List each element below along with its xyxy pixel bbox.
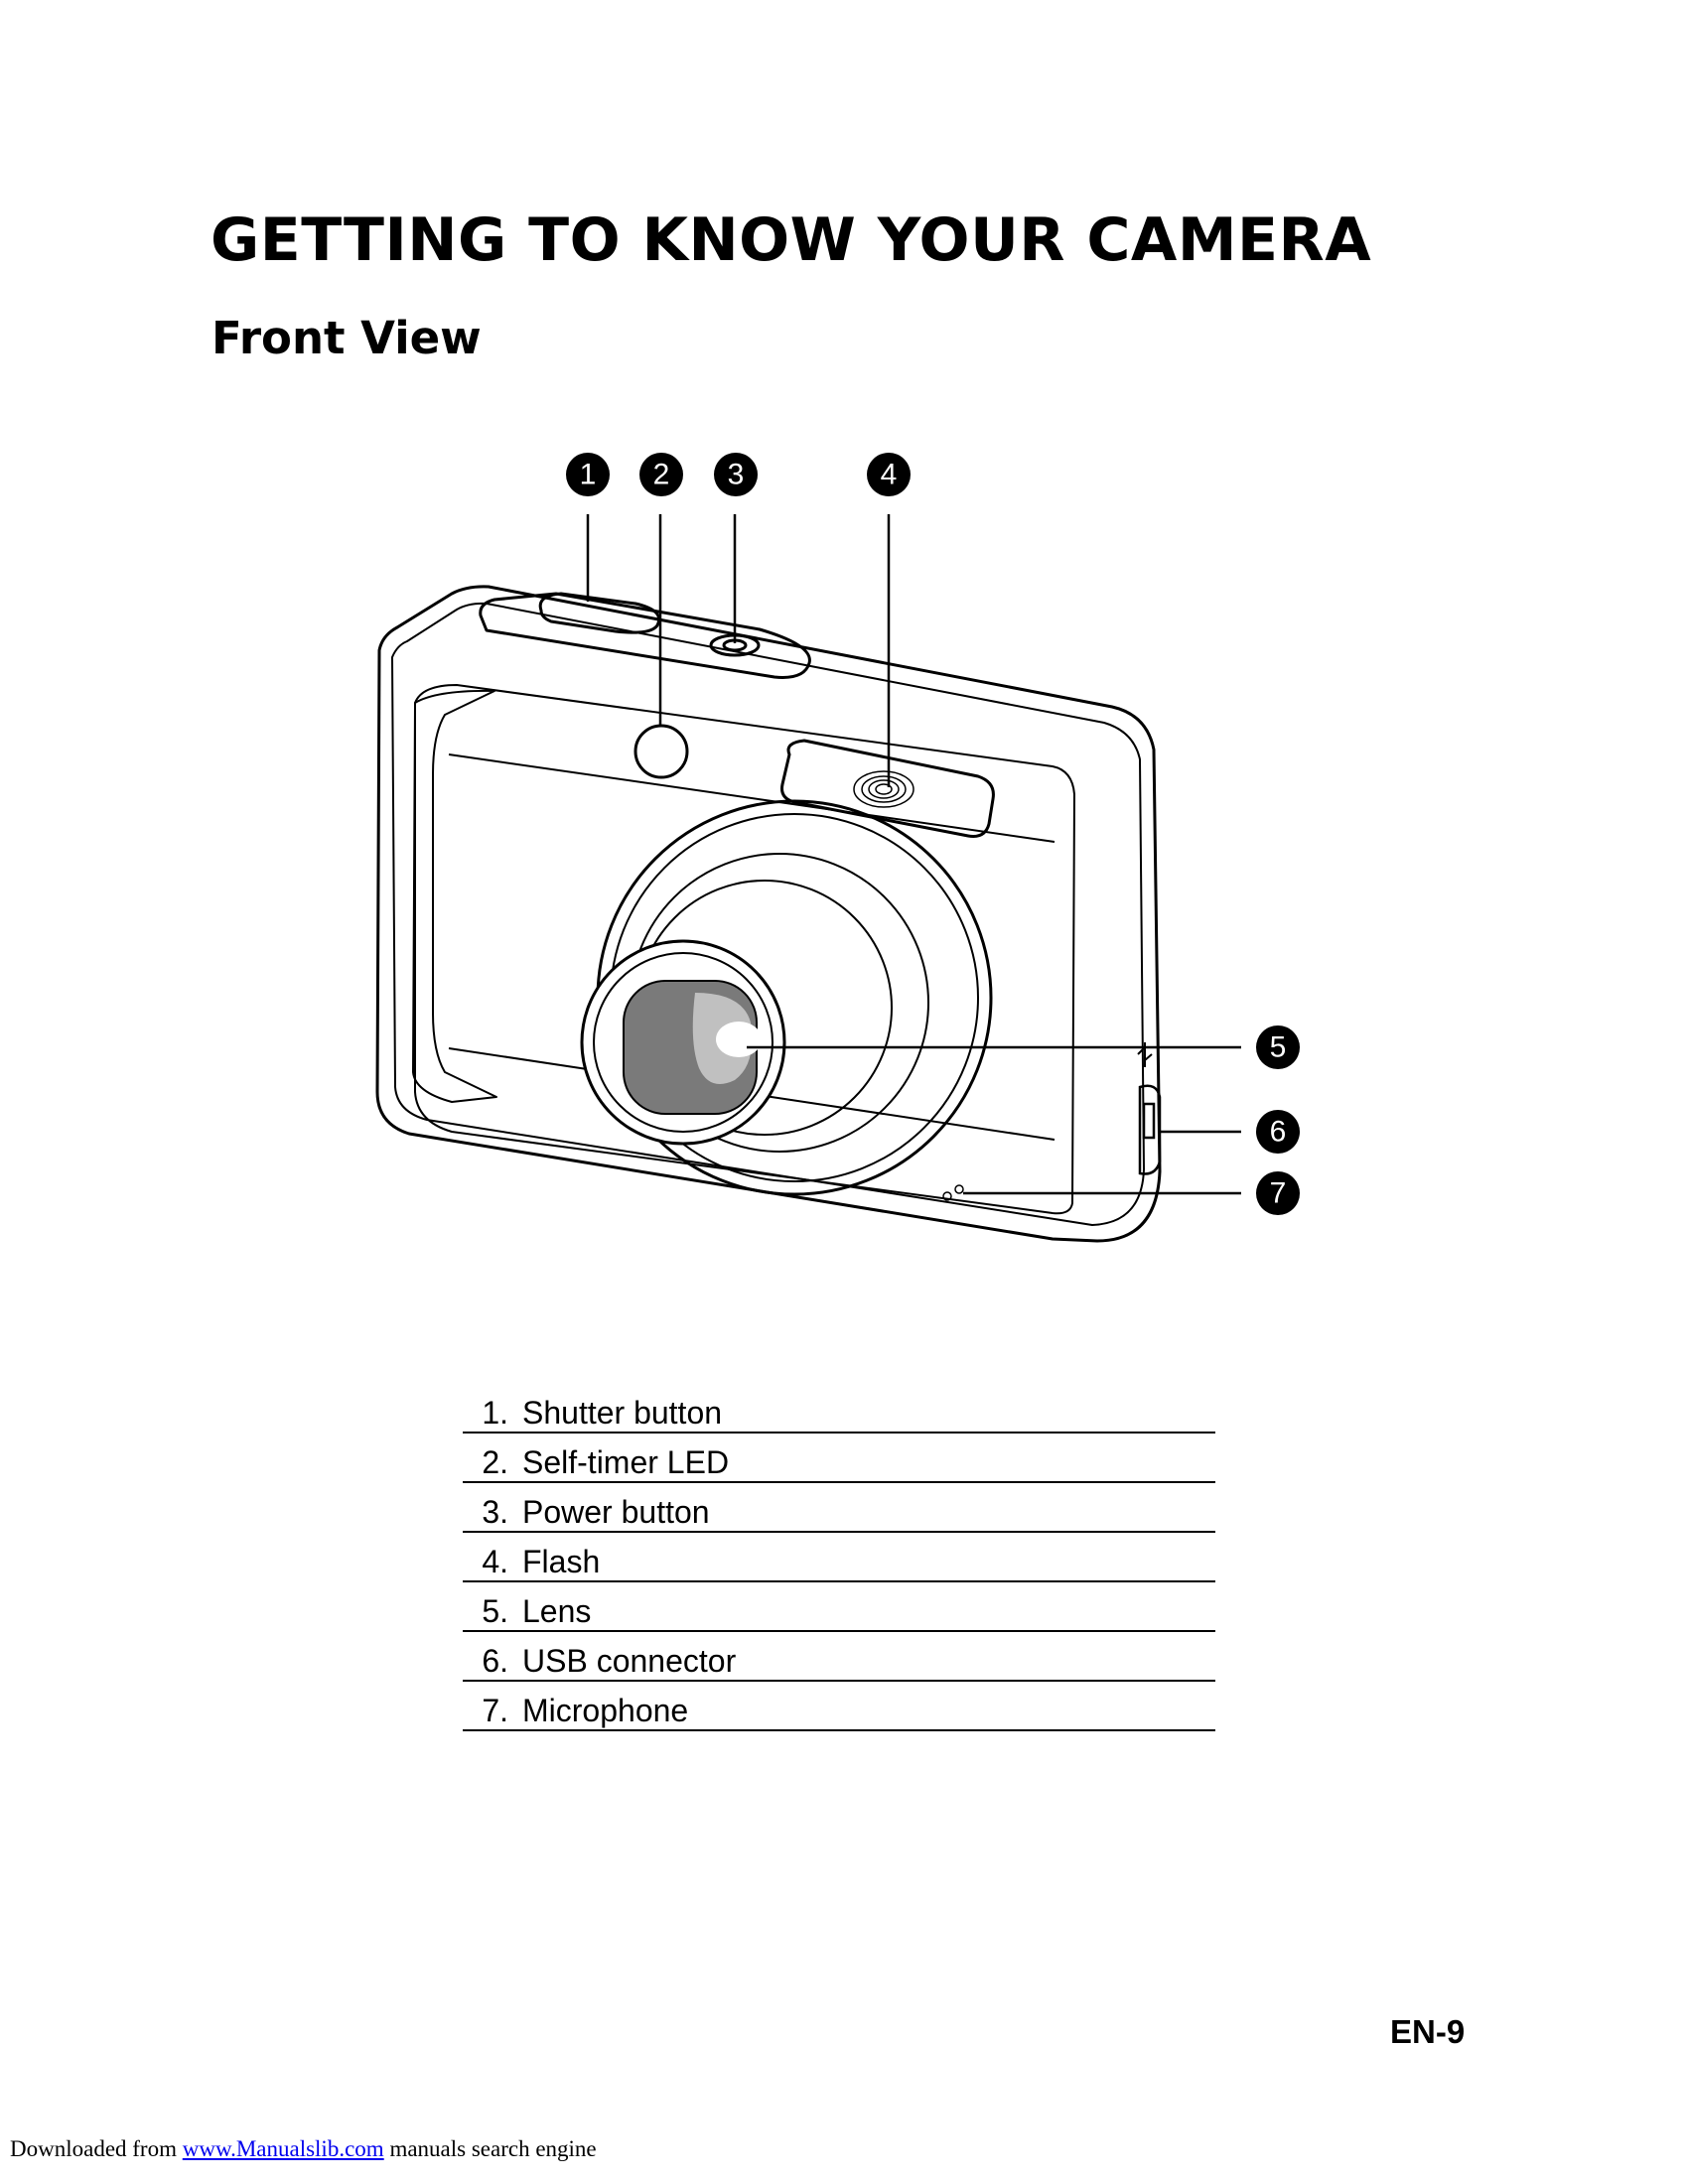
list-item <box>463 1582 1215 1632</box>
item-number: 2. <box>482 1443 508 1480</box>
usb-port <box>1144 1104 1154 1138</box>
callout-2 <box>639 453 683 496</box>
list-item <box>463 1483 1215 1533</box>
flash-rings <box>854 771 914 807</box>
callout-5 <box>1256 1025 1300 1069</box>
camera-body <box>377 587 1160 1241</box>
page-number: EN-9 <box>1390 2013 1466 2050</box>
manualslib-link[interactable]: www.Manualslib.com <box>182 2136 384 2161</box>
item-label: USB connector <box>522 1642 737 1679</box>
item-number: 6. <box>482 1642 508 1679</box>
list-item <box>463 1433 1215 1483</box>
footer-suffix: manuals search engine <box>383 2136 597 2161</box>
section-title: Front View <box>211 312 482 364</box>
item-label: Power button <box>522 1493 710 1530</box>
callout-6 <box>1256 1110 1300 1154</box>
callout-number: 5 <box>1269 1030 1287 1064</box>
footer-prefix: Downloaded from <box>10 2136 183 2161</box>
parts-list <box>463 1384 1215 1731</box>
list-item <box>463 1632 1215 1682</box>
callout-number: 3 <box>727 458 745 491</box>
callout-number: 7 <box>1269 1176 1287 1210</box>
item-label: Flash <box>522 1543 601 1579</box>
item-number: 7. <box>482 1692 508 1728</box>
callout-number: 2 <box>652 458 670 491</box>
list-item <box>463 1533 1215 1582</box>
download-footer <box>10 2136 597 2162</box>
item-number: 4. <box>482 1543 508 1579</box>
callout-number: 6 <box>1269 1115 1287 1149</box>
self-timer-led <box>635 726 687 777</box>
item-label: Microphone <box>522 1692 689 1728</box>
callout-number: 4 <box>880 458 898 491</box>
callout-4 <box>867 453 911 496</box>
item-label: Lens <box>522 1592 592 1629</box>
callout-1 <box>566 453 610 496</box>
callout-7 <box>1256 1171 1300 1215</box>
list-item <box>463 1384 1215 1433</box>
list-item <box>463 1682 1215 1731</box>
item-number: 1. <box>482 1394 508 1431</box>
item-label: Self-timer LED <box>522 1443 730 1480</box>
page-title: GETTING TO KNOW YOUR CAMERA <box>211 205 1372 275</box>
item-number: 3. <box>482 1493 508 1530</box>
item-label: Shutter button <box>522 1394 723 1431</box>
item-number: 5. <box>482 1592 508 1629</box>
callout-number: 1 <box>579 458 597 491</box>
callout-3 <box>714 453 758 496</box>
